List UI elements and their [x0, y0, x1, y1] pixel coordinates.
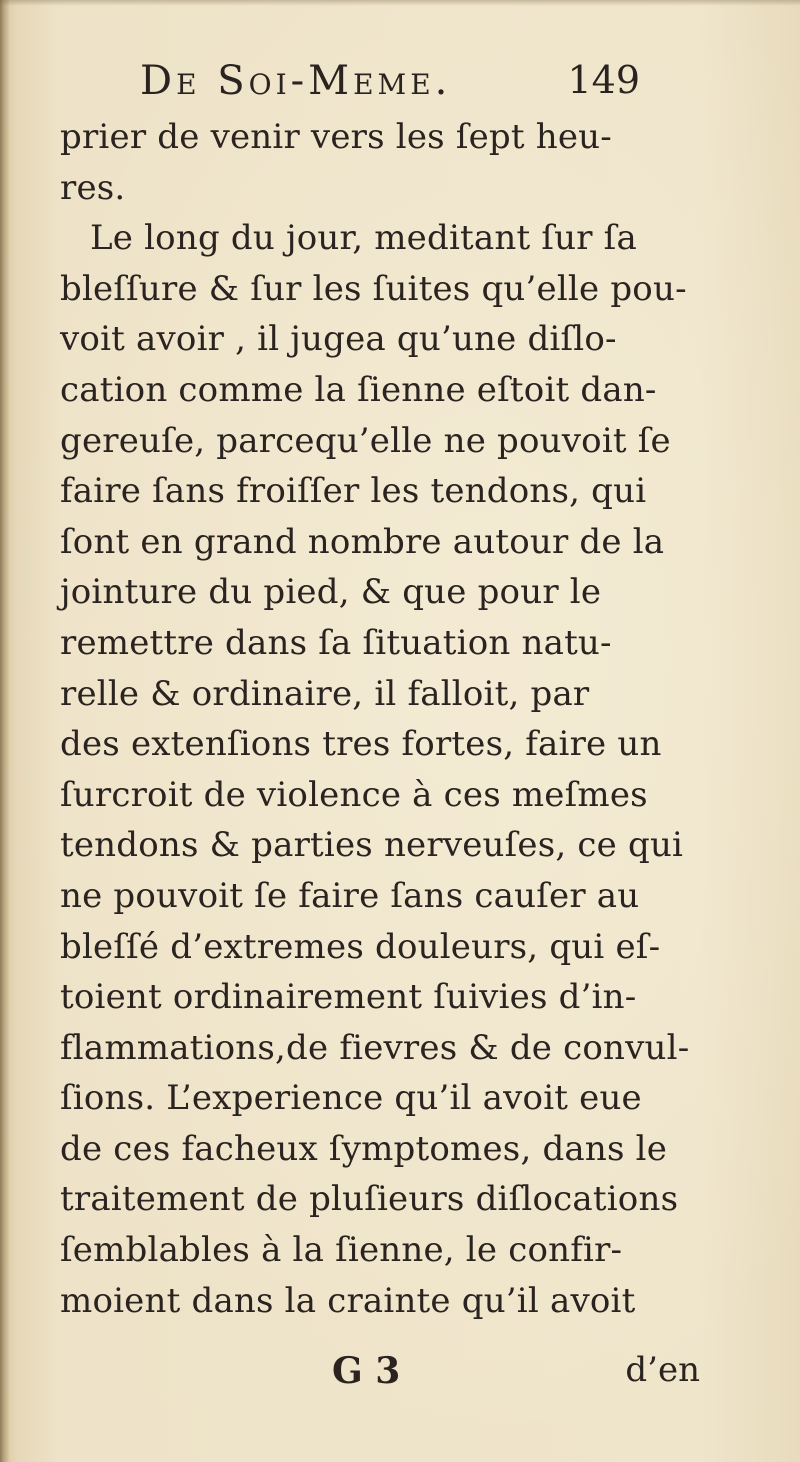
text-line: tendons & parties nerveuſes, ce qui — [60, 825, 684, 866]
text-line: de ces facheux ſymptomes, dans le — [60, 1128, 668, 1169]
text-line: voit avoir , il jugea qu’une diſlo- — [60, 319, 617, 360]
page-gutter-edge — [0, 0, 10, 1462]
running-head: De Soi-Meme. — [140, 58, 452, 104]
text-line: ſont en grand nombre autour de la — [60, 521, 665, 562]
catchword: d’en — [625, 1350, 700, 1390]
text-line: relle & ordinaire, il falloit, par — [60, 673, 590, 714]
text-line: toient ordinairement ſuivies d’in- — [60, 977, 637, 1018]
text-line: bleſſé d’extremes douleurs, qui eſ- — [60, 926, 661, 967]
text-line: moient dans la crainte qu’il avoit — [60, 1280, 636, 1321]
text-line: gereuſe, parcequ’elle ne pouvoit ſe — [60, 420, 671, 461]
text-line: traitement de pluſieurs diſlocations — [60, 1179, 679, 1220]
text-line: des extenſions tres fortes, faire un — [60, 724, 662, 765]
text-line: bleſſure & ſur les ſuites qu’elle pou- — [60, 268, 687, 309]
body-text — [60, 112, 720, 1326]
text-line: res. — [60, 167, 126, 208]
page-footer — [60, 1350, 720, 1400]
signature-mark: G 3 — [332, 1350, 401, 1392]
page-number: 149 — [567, 58, 640, 102]
text-line: ſurcroit de violence à ces meſmes — [60, 774, 648, 815]
page-header — [140, 58, 660, 108]
text-line: flammations,de fievres & de convul- — [60, 1027, 690, 1068]
text-line: jointure du pied, & que pour le — [60, 572, 602, 613]
page-top-edge — [0, 0, 800, 6]
text-line: cation comme la ſienne eſtoit dan- — [60, 369, 657, 410]
text-line: ſemblables à la ſienne, le confir- — [60, 1230, 623, 1271]
text-line: prier de venir vers les ſept heu- — [60, 117, 612, 157]
text-line: remettre dans ſa ſituation natu- — [60, 622, 612, 663]
text-line: ne pouvoit ſe faire ſans cauſer au — [60, 875, 640, 916]
text-line: faire ſans froiſſer les tendons, qui — [60, 471, 647, 512]
text-line: ſions. L’experience qu’il avoit eue — [60, 1078, 642, 1119]
text-line: Le long du jour, meditant ſur ſa — [90, 218, 637, 259]
